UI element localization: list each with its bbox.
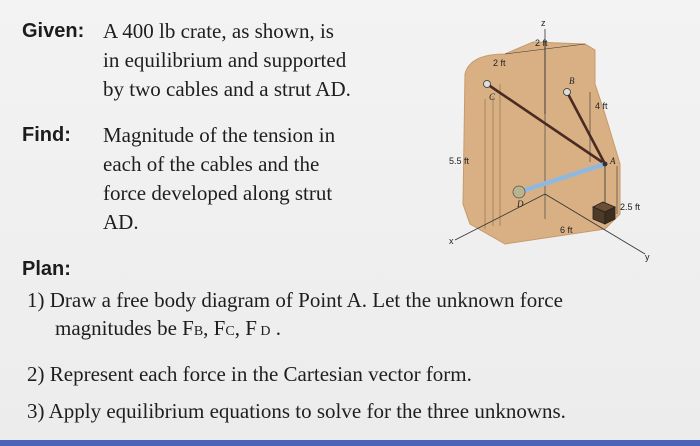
axis-y-label: y (645, 252, 650, 262)
anchor-b (564, 89, 571, 96)
given-line-2: in equilibrium and supported (103, 48, 347, 72)
crate-figure (445, 14, 690, 264)
step-1-end: . (270, 316, 282, 340)
crate-icon (593, 202, 615, 224)
point-c-label: C (489, 92, 496, 102)
dim-6ft: 6 ft (560, 225, 573, 235)
plan-step-1-line-1: 1) Draw a free body diagram of Point A. Let the unknown force (27, 288, 563, 312)
plan-step-3 (27, 396, 566, 426)
given-text (103, 17, 351, 104)
given-line-1: A 400 lb crate, as shown, is (103, 19, 334, 43)
plan-label: Plan: (22, 258, 71, 280)
plan-step-1 (27, 285, 563, 315)
plan-step-2-text: 2) Represent each force in the Cartesian vector form. (27, 362, 472, 386)
find-line-2: each of the cables and the (103, 152, 320, 176)
point-d-label: D (517, 199, 524, 209)
dim-4ft: 4 ft (595, 101, 608, 111)
sub-d: D (256, 324, 271, 339)
find-text (103, 121, 335, 237)
axis-z-label: z (541, 18, 546, 28)
find-line-3: force developed along strut (103, 181, 333, 205)
sub-c: C (225, 324, 235, 339)
axis-x-label: x (449, 236, 454, 246)
anchor-c (484, 81, 491, 88)
plan-step-1-cont (55, 313, 281, 347)
find-label: Find: (22, 124, 71, 146)
sub-b: B (193, 324, 204, 339)
strut-base (513, 186, 525, 198)
plan-step-1-prefix: magnitudes be F (55, 316, 194, 340)
sep-1: , F (203, 316, 226, 340)
point-a-label: A (610, 156, 616, 166)
find-line-1: Magnitude of the tension in (103, 123, 336, 147)
dim-2ft-left: 2 ft (493, 58, 506, 68)
find-line-4: AD. (103, 210, 139, 234)
sep-2: , F (234, 316, 257, 340)
plan-step-3-text: 3) Apply equilibrium equations to solve for the three unknowns. (27, 399, 566, 423)
given-label: Given: (22, 20, 85, 42)
dim-25ft: 2.5 ft (620, 202, 641, 212)
dim-2ft-top: 2 ft (535, 38, 548, 48)
dim-55ft: 5.5 ft (449, 156, 470, 166)
plan-step-2 (27, 359, 472, 389)
given-line-3: by two cables and a strut AD. (103, 77, 351, 101)
accent-bar (0, 440, 700, 446)
point-b-label: B (569, 76, 575, 86)
